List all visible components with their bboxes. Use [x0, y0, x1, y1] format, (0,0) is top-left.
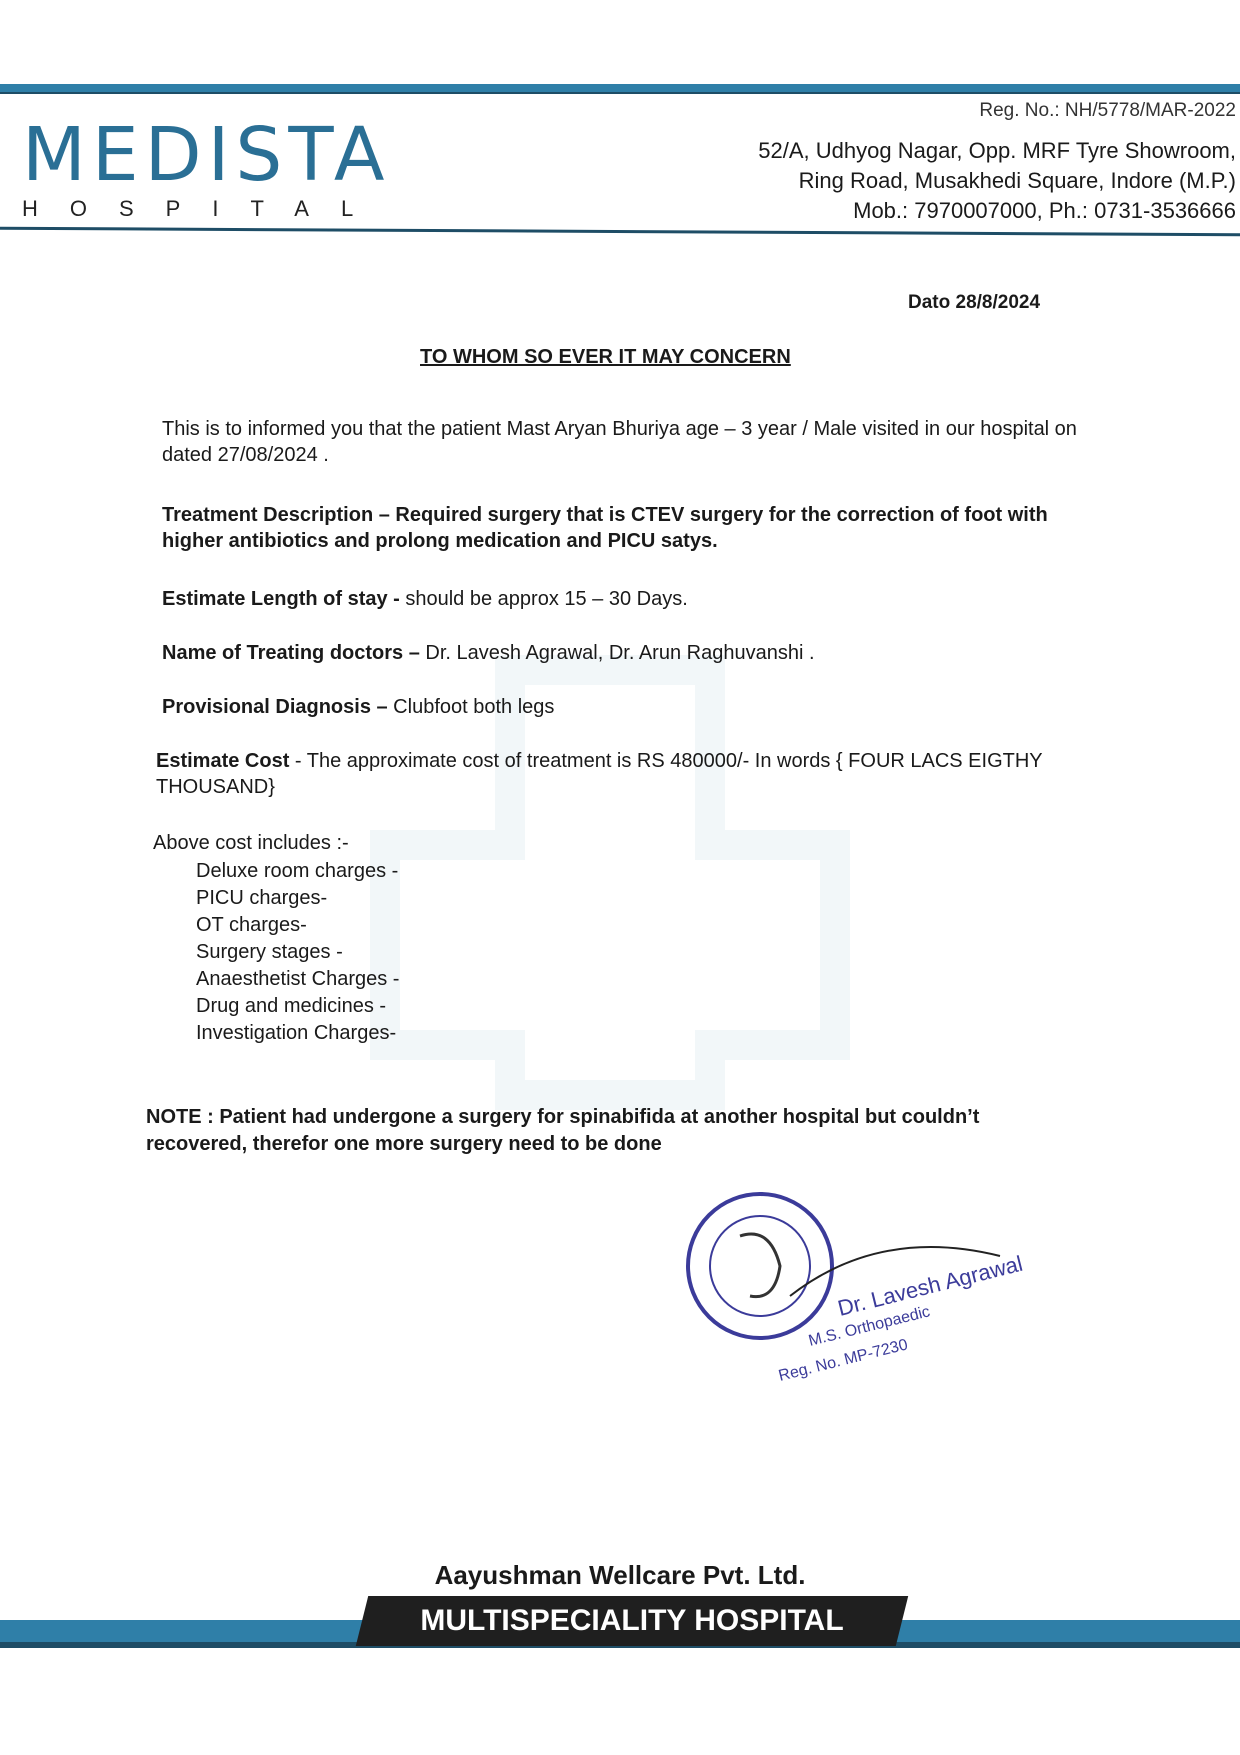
intro-paragraph: This is to informed you that the patient Mast Aryan Bhuriya age – 3 year / Male visited in our hospital on dated 27/08/2024 .: [162, 418, 1077, 466]
letter-date: Dato 28/8/2024: [908, 292, 1041, 313]
letter-title: TO WHOM SO EVER IT MAY CONCERN: [420, 346, 791, 368]
stay-text: should be approx 15 – 30 Days.: [399, 588, 688, 610]
treating-doctors: [162, 640, 1102, 666]
header-band-dark: [0, 92, 1240, 94]
cost-label: Estimate Cost: [156, 750, 290, 772]
stamp-doctor-name: Dr. Lavesh Agrawal: [835, 1250, 1026, 1321]
header-rule: [0, 227, 1240, 236]
list-item: Surgery stages -: [196, 941, 343, 963]
stay-label: Estimate Length of stay -: [162, 588, 400, 610]
hospital-address: [596, 136, 1236, 226]
diagnosis-label: Provisional Diagnosis –: [162, 696, 388, 718]
hospital-stamp-icon: [680, 1186, 1026, 1386]
provisional-diagnosis: [162, 694, 1102, 720]
list-item: Drug and medicines -: [196, 995, 387, 1017]
doctors-label: Name of Treating doctors –: [162, 642, 420, 664]
cost-text: - The approximate cost of treatment is RS 480000/- In words { FOUR LACS EIGTHY THOUSAND}: [156, 750, 1043, 798]
list-item: Anaesthetist Charges -: [196, 968, 400, 990]
length-of-stay: [162, 586, 1102, 612]
address-line: 52/A, Udhyog Nagar, Opp. MRF Tyre Showroom,: [758, 138, 1236, 163]
header-band: [0, 84, 1240, 92]
list-item: Deluxe room charges -: [196, 860, 399, 882]
logo-word: MEDISTA: [22, 112, 391, 198]
list-item: PICU charges-: [196, 887, 328, 909]
logo-subtitle: HOSPITAL: [22, 196, 386, 221]
includes-list: [196, 858, 399, 1047]
registration-number: Reg. No.: NH/5778/MAR-2022: [979, 100, 1236, 121]
note-paragraph: NOTE : Patient had undergone a surgery for spinabifida at another hospital but couldn’t recovered, therefor one more surgery need to be done: [146, 1106, 980, 1155]
includes-heading: Above cost includes :-: [153, 832, 349, 854]
list-item: OT charges-: [196, 914, 307, 936]
footer-company: Aayushman Wellcare Pvt. Ltd.: [434, 1560, 806, 1590]
doctors-text: Dr. Lavesh Agrawal, Dr. Arun Raghuvanshi .: [419, 642, 815, 664]
list-item: Investigation Charges-: [196, 1022, 397, 1044]
contact-line: Mob.: 7970007000, Ph.: 0731-3536666: [853, 198, 1236, 223]
address-line: Ring Road, Musakhedi Square, Indore (M.P.): [798, 168, 1236, 193]
diagnosis-text: Clubfoot both legs: [387, 696, 555, 718]
hospital-logo: [22, 112, 442, 221]
footer-banner: MULTISPECIALITY HOSPITAL: [420, 1604, 844, 1637]
stamp-qualification: M.S. Orthopaedic: [806, 1303, 932, 1350]
treatment-description: Treatment Description – Required surgery that is CTEV surgery for the correction of foot with higher antibiotics and prolong medication and PICU satys.: [162, 504, 1048, 552]
estimate-cost: [156, 748, 1096, 800]
stamp-registration: Reg. No. MP-7230: [776, 1336, 910, 1385]
